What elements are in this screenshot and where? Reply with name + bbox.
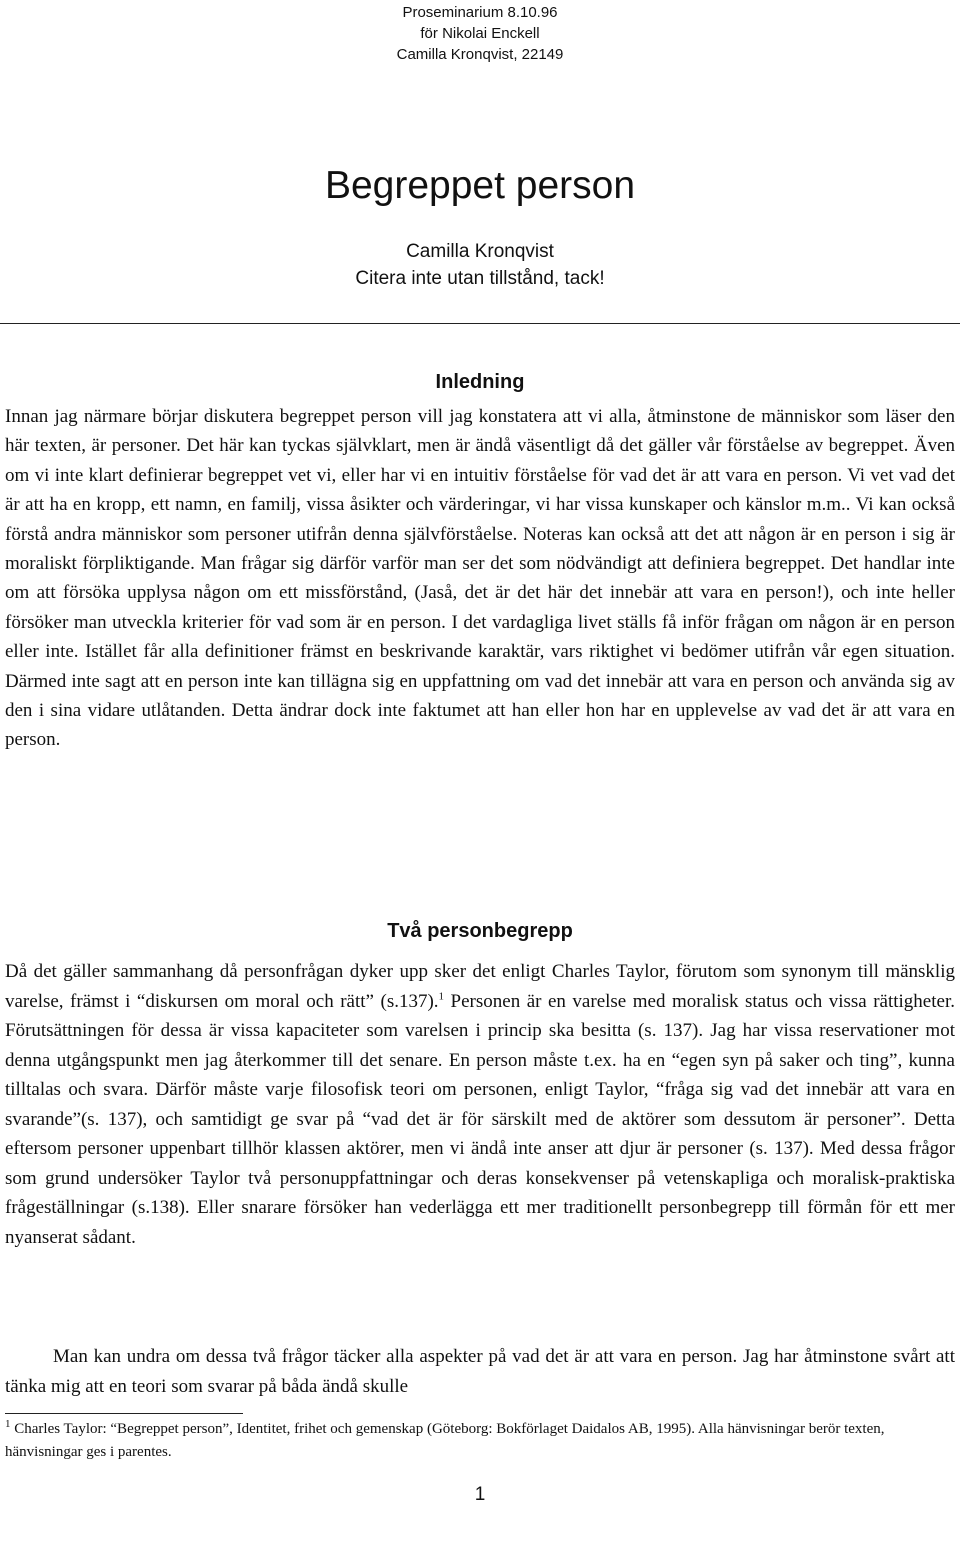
subtitle-notice: Citera inte utan tillstånd, tack! bbox=[355, 268, 605, 289]
section-heading-inledning: Inledning bbox=[435, 371, 525, 393]
page-number: 1 bbox=[474, 1484, 486, 1505]
header-course: Proseminarium 8.10.96 bbox=[402, 4, 558, 21]
header-author: Camilla Kronqvist, 22149 bbox=[396, 46, 564, 63]
footnote-number: 1 bbox=[5, 1418, 11, 1430]
footnote-text: Charles Taylor: “Begreppet person”, Identitet, frihet och gemenskap (Göteborg: Bokförlaget Daidalos AB, 1995). Alla hänvisningar berör texten, hänvisningar ges i parentes. bbox=[5, 1421, 885, 1460]
paragraph-continuation: Man kan undra om dessa två frågor täcker alla aspekter på vad det är att vara en person. Jag har åtminstone svårt att tänka mig att en teori som svarar på båda ändå skulle bbox=[5, 1346, 955, 1397]
document-header bbox=[0, 2, 960, 65]
footnote-reference[interactable]: 1 bbox=[438, 990, 445, 1003]
paragraph-text-part2: Personen är en varelse med moralisk status och vissa rättigheter. Förutsättningen för dessa är vissa kapaciteter som varelsen i princip ska besitta (s. 137). Jag har vissa reservationer mot denna utgångspunkt men jag återkommer till det senare. En person måste t.ex. ha en “egen syn på saker och ting”, kunna tilltalas och svara. Därför måste varje filosofisk teori om personen, enligt Taylor, “fråga sig vad det innebär att vara en svarande”(s. 137), och samtidigt ge svar på “vad det är för särskilt med de aktörer som dessutom är personer”. Detta eftersom personer uppenbart tillhör klassen aktörer, men vi ändå inte anser att djur är personer (s. 137). Med dessa frågor som grund undersöker Taylor två personuppfattningar och deras konsekvenser på vetenskapliga och moralisk-praktiska frågeställningar (s.138). Eller snarare försöker han vederlägga ett mer traditionellt personbegrepp till förmån för ett mer nyanserat sådant. bbox=[5, 990, 955, 1248]
subtitle bbox=[0, 238, 960, 292]
header-teacher: för Nikolai Enckell bbox=[420, 25, 540, 42]
paragraph-text-part1: Då det gäller sammanhang då personfrågan dyker upp sker det enligt Charles Taylor, förutom som synonym till mänsklig varelse, främst i “diskursen om moral och rätt” (s.137). bbox=[5, 961, 955, 1012]
paragraph-tva-personbegrepp bbox=[5, 957, 955, 1252]
footnote-divider bbox=[5, 1413, 243, 1414]
section-heading-tva-personbegrepp: Två personbegrepp bbox=[387, 920, 573, 942]
footnote bbox=[5, 1418, 955, 1464]
title-divider bbox=[0, 323, 960, 324]
paragraph-inledning: Innan jag närmare börjar diskutera begreppet person vill jag konstatera att vi alla, åtminstone de människor som läser den här texten, är personer. Det här kan tyckas självklart, men är ändå väsentligt då det gäller vår förståelse av begreppet. Även om vi inte klart definierar begreppet vet vi, eller har vi en intuitiv förståelse för vad det är att vara en person. Vi vet vad det är att ha en kropp, ett namn, en familj, vissa åsikter och värderingar, vi har vissa kunskaper och känslor m.m.. Vi kan också förstå andra människor som personer utifrån denna självförståelse. Noteras kan också att det att någon är en person i sig är moraliskt förpliktigande. Man frågar sig därför varför man ser det som nödvändigt att definiera begreppet. Det handlar inte om att försöka upplysa någon om ett missförstånd, (Jaså, det är det här det innebär att vara en person!), och inte heller försöker man utveckla kriterier för vad som är en person. I det vardagliga livet ställs få inför frågan om någon är en person eller inte. Istället får alla definitioner främst en beskrivande karaktär, vars riktighet vi bedömer utifrån vår egen situation. Därmed inte sagt att en person inte kan tillägna sig en uppfattning om vad det innebär att vara en person och använda sig av den i sina vidare utlåtanden. Detta ändrar dock inte faktumet att han eller hon har en upplevelse av vad det är att vara en person. bbox=[5, 406, 955, 751]
subtitle-author: Camilla Kronqvist bbox=[406, 241, 554, 262]
page-title: Begreppet person bbox=[324, 164, 636, 207]
